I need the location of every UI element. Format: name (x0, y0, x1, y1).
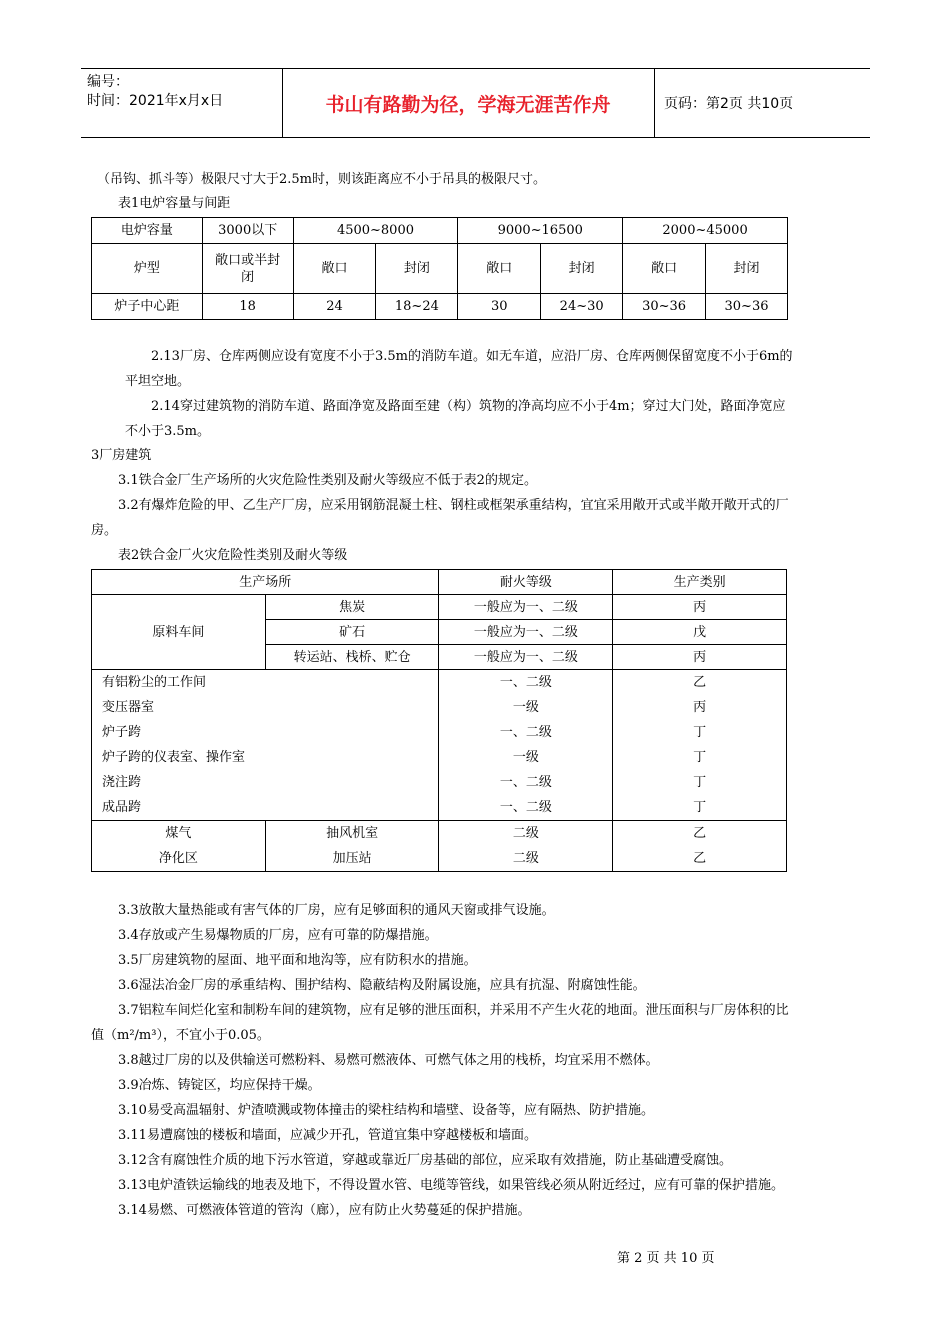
table-cell-line: 乙 (693, 826, 707, 841)
paragraph-2-13-cont: 平坦空地。 (125, 374, 191, 389)
paragraph-3-13: 3.13电炉渣铁运输线的地表及地下，不得设置水管、电缆等管线，如果管线必须从附近经过，应有可靠的保护措施。 (118, 1178, 784, 1193)
furnace-capacity-table (91, 217, 788, 320)
table-cell-line: 二级 (512, 826, 539, 841)
table-cell-line: 乙 (693, 851, 707, 866)
table-cell-line: 有铝粉尘的工作间 (102, 675, 207, 690)
table-header-cell: 生产类别 (613, 570, 787, 595)
table-cell: 丙 (613, 595, 787, 620)
table-cell-line: 变压器室 (102, 700, 155, 715)
paragraph-2-14: 2.14穿过建筑物的消防车道、路面净宽及路面至建（构）筑物的净高均应不小于4m；穿过大门处，路面净宽应 (151, 399, 786, 414)
table-cell: 封闭 (376, 244, 458, 294)
paragraph-3-3: 3.3放散大量热能或有害气体的厂房，应有足够面积的通风天窗或排气设施。 (118, 903, 555, 918)
paragraph-3-2: 3.2有爆炸危险的甲、乙生产厂房，应采用钢筋混凝土柱、钢柱或框架承重结构，宜宜采用敞开式或半敞开敞开式的厂 (118, 498, 789, 513)
paragraph-3-4: 3.4存放或产生易爆物质的厂房，应有可靠的防爆措施。 (118, 928, 438, 943)
gas-group-cell (92, 821, 266, 872)
table-cell: 敞口或半封闭 (202, 244, 293, 294)
table-cell: 丙 (613, 645, 787, 670)
table1-caption: 表1电炉容量与间距 (118, 196, 231, 211)
table-cell-line: 一级 (512, 750, 539, 765)
table-cell-line: 成品跨 (102, 800, 142, 815)
table-cell: 4500~8000 (293, 218, 458, 244)
gas-places-cell (265, 821, 439, 872)
plant-places-cell (92, 670, 439, 821)
table-cell: 30~36 (706, 294, 788, 320)
table-cell-line: 煤气 (165, 826, 192, 841)
header-page-code: 页码：第2页 共10页 (664, 96, 794, 112)
table-cell-line: 一、二级 (499, 800, 552, 815)
table-cell-line: 二级 (512, 851, 539, 866)
page-header (81, 68, 870, 138)
paragraph-3-5: 3.5厂房建筑物的屋面、地平面和地沟等，应有防积水的措施。 (118, 953, 477, 968)
table-cell: 9000~16500 (458, 218, 623, 244)
table-cell: 敞口 (293, 244, 376, 294)
table-cell-line: 炉子跨的仪表室、操作室 (102, 750, 246, 765)
paragraph-3-9: 3.9冶炼、铸锭区，均应保持干燥。 (118, 1078, 321, 1093)
table-cell: 封闭 (541, 244, 623, 294)
table-header-cell: 生产场所 (92, 570, 439, 595)
table-header-cell: 耐火等级 (439, 570, 613, 595)
paragraph-3-6: 3.6湿法冶金厂房的承重结构、围护结构、隐蔽结构及附属设施，应具有抗湿、附腐蚀性能。 (118, 978, 646, 993)
plant-classes-cell (613, 670, 787, 821)
table-cell-line: 炉子跨 (102, 725, 142, 740)
paragraph-3-2-cont: 房。 (91, 523, 118, 538)
table-cell-line: 丁 (693, 725, 707, 740)
time-label: 时间：2021年x月x日 (87, 93, 224, 109)
gas-grades-cell (439, 821, 613, 872)
table-cell-line: 抽风机室 (326, 826, 379, 841)
table-cell: 30 (458, 294, 541, 320)
table-cell-line: 加压站 (332, 851, 372, 866)
table-cell: 炉子中心距 (92, 294, 203, 320)
table-cell: 24 (293, 294, 376, 320)
paragraph-3-10: 3.10易受高温辐射、炉渣喷溅或物体撞击的梁柱结构和墙壁、设备等，应有隔热、防护措施。 (118, 1103, 654, 1118)
table-cell: 一般应为一、二级 (439, 595, 613, 620)
table-cell-line: 乙 (693, 675, 707, 690)
table-cell: 转运站、栈桥、贮仓 (265, 645, 439, 670)
paragraph-2-14-cont: 不小于3.5m。 (125, 424, 211, 439)
header-meta (81, 69, 283, 137)
table-cell: 30~36 (623, 294, 706, 320)
table-cell-line: 一、二级 (499, 775, 552, 790)
gas-classes-cell (613, 821, 787, 872)
table-cell: 炉型 (92, 244, 203, 294)
number-label: 编号： (87, 74, 129, 90)
paragraph-3-8: 3.8越过厂房的以及供输送可燃粉料、易燃可燃液体、可燃气体之用的栈桥，均宜采用不燃体。 (118, 1053, 659, 1068)
page-footer: 第 2 页 共 10 页 (617, 1251, 715, 1266)
paragraph-3-11: 3.11易遭腐蚀的楼板和墙面，应减少开孔，管道宜集中穿越楼板和墙面。 (118, 1128, 537, 1143)
paragraph-3-1: 3.1铁合金厂生产场所的火灾危险性类别及耐火等级应不低于表2的规定。 (118, 473, 537, 488)
table-cell: 一般应为一、二级 (439, 620, 613, 645)
header-motto: 书山有路勤为径，学海无涯苦作舟 (282, 69, 655, 137)
paragraph-3-14: 3.14易燃、可燃液体管道的管沟（廊），应有防止火势蔓延的保护措施。 (118, 1203, 531, 1218)
table-cell-line: 丙 (693, 700, 707, 715)
table-cell: 2000~45000 (623, 218, 788, 244)
table-cell: 矿石 (265, 620, 439, 645)
paragraph-intro: （吊钩、抓斗等）极限尺寸大于2.5m时，则该距离应不小于吊具的极限尺寸。 (97, 172, 547, 187)
table-cell-line: 一、二级 (499, 675, 552, 690)
table-cell-line: 一级 (512, 700, 539, 715)
table-cell-line: 丁 (693, 800, 707, 815)
fire-hazard-table (91, 569, 787, 872)
paragraph-3-7-cont: 值（m²/m³），不宜小于0.05。 (91, 1028, 270, 1043)
table-cell-line: 浇注跨 (102, 775, 142, 790)
table-cell: 18~24 (376, 294, 458, 320)
table-cell: 18 (202, 294, 293, 320)
paragraph-3-12: 3.12含有腐蚀性介质的地下污水管道，穿越或靠近厂房基础的部位，应采取有效措施，防止基础遭受腐蚀。 (118, 1153, 732, 1168)
table-cell: 敞口 (623, 244, 706, 294)
table-cell: 封闭 (706, 244, 788, 294)
table-cell-line: 净化区 (158, 851, 198, 866)
table-cell: 电炉容量 (92, 218, 203, 244)
paragraph-3-7: 3.7铝粒车间烂化室和制粉车间的建筑物，应有足够的泄压面积，并采用不产生火花的地面。泄压面积与厂房体积的比 (118, 1003, 789, 1018)
table2-caption: 表2铁合金厂火灾危险性类别及耐火等级 (118, 548, 348, 563)
plant-grades-cell (439, 670, 613, 821)
table-cell: 一般应为一、二级 (439, 645, 613, 670)
table-group-cell: 原料车间 (92, 595, 266, 670)
table-cell-line: 丁 (693, 775, 707, 790)
table-cell: 24~30 (541, 294, 623, 320)
table-cell: 3000以下 (202, 218, 293, 244)
table-cell-line: 一、二级 (499, 725, 552, 740)
section-heading: 3厂房建筑 (91, 448, 152, 463)
table-cell-line: 丁 (693, 750, 707, 765)
paragraph-2-13: 2.13厂房、仓库两侧应设有宽度不小于3.5m的消防车道。如无车道，应沿厂房、仓库两侧保留宽度不小于6m的 (151, 349, 793, 364)
table-cell: 戊 (613, 620, 787, 645)
table-cell: 焦炭 (265, 595, 439, 620)
table-cell: 敞口 (458, 244, 541, 294)
